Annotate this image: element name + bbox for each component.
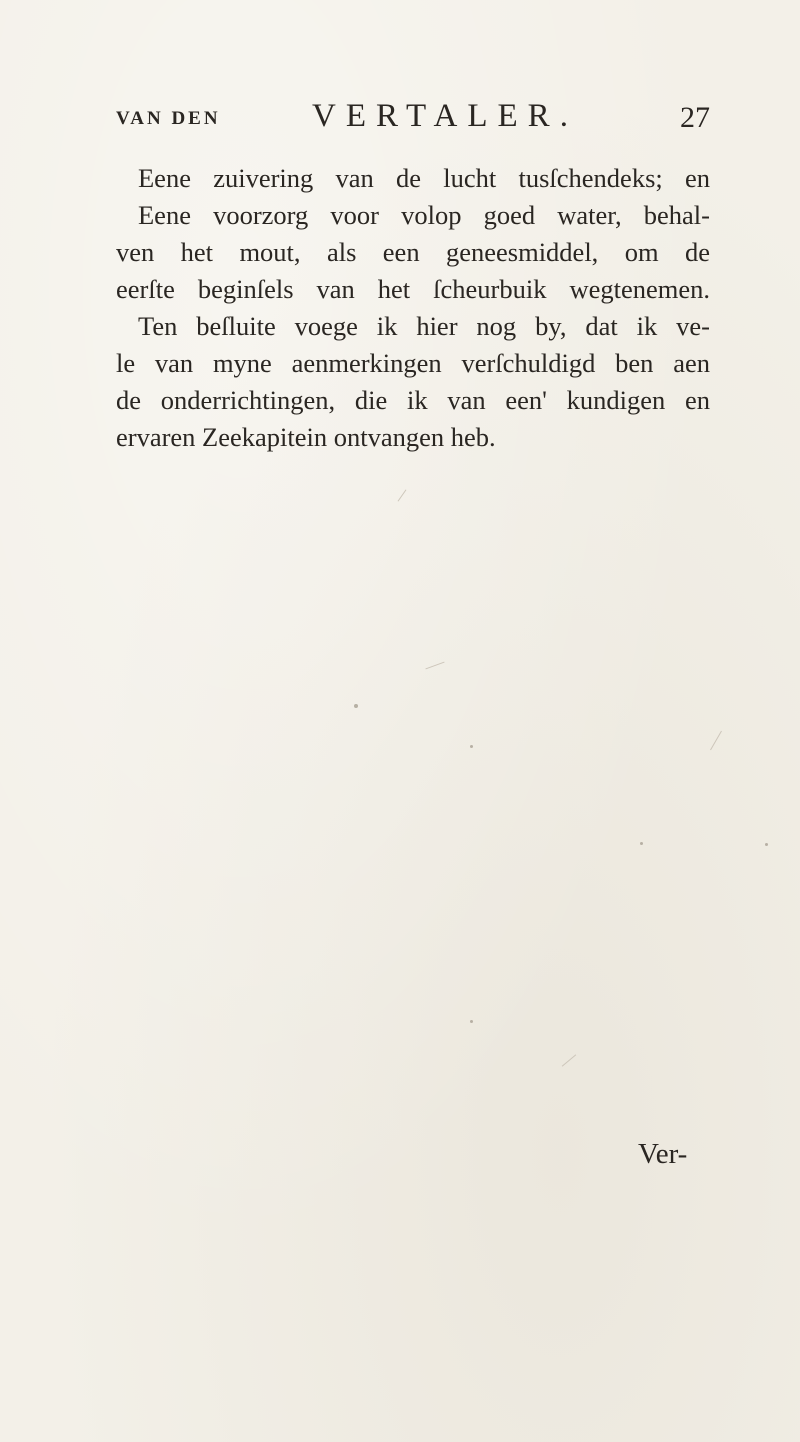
body-text <box>116 160 710 456</box>
text-line: Ten beſluite voege ik hier nog by, dat ik ve- <box>138 311 710 341</box>
catchword: Ver- <box>638 1138 688 1170</box>
paper-fibre <box>398 489 407 501</box>
text-line: Eene zuivering van de lucht tusſchendeks; en <box>138 163 710 193</box>
paper-speck <box>470 1020 473 1023</box>
text-line: ven het mout, als een geneesmiddel, om de <box>116 237 710 267</box>
running-head <box>116 98 710 142</box>
text-line: de onderrichtingen, die ik van een' kundigen en <box>116 385 710 415</box>
text-line: ervaren Zeekapitein ontvangen heb. <box>116 422 496 452</box>
paper-speck <box>640 842 643 845</box>
running-head-title: VERTALER. <box>312 98 578 134</box>
page-number: 27 <box>680 101 710 134</box>
text-line: eerſte beginſels van het ſcheurbuik wegtenemen. <box>116 274 710 304</box>
text-line: le van myne aenmerkingen verſchuldigd ben aen <box>116 348 710 378</box>
paper-speck <box>354 704 358 708</box>
text-line: Eene voorzorg voor volop goed water, behal- <box>138 200 710 230</box>
paper-fibre <box>562 1054 576 1066</box>
paper-fibre <box>425 662 444 670</box>
paper-fibre <box>710 731 722 751</box>
running-head-left: VAN DEN <box>116 108 221 129</box>
paper-speck <box>765 843 768 846</box>
paper-speck <box>470 745 473 748</box>
